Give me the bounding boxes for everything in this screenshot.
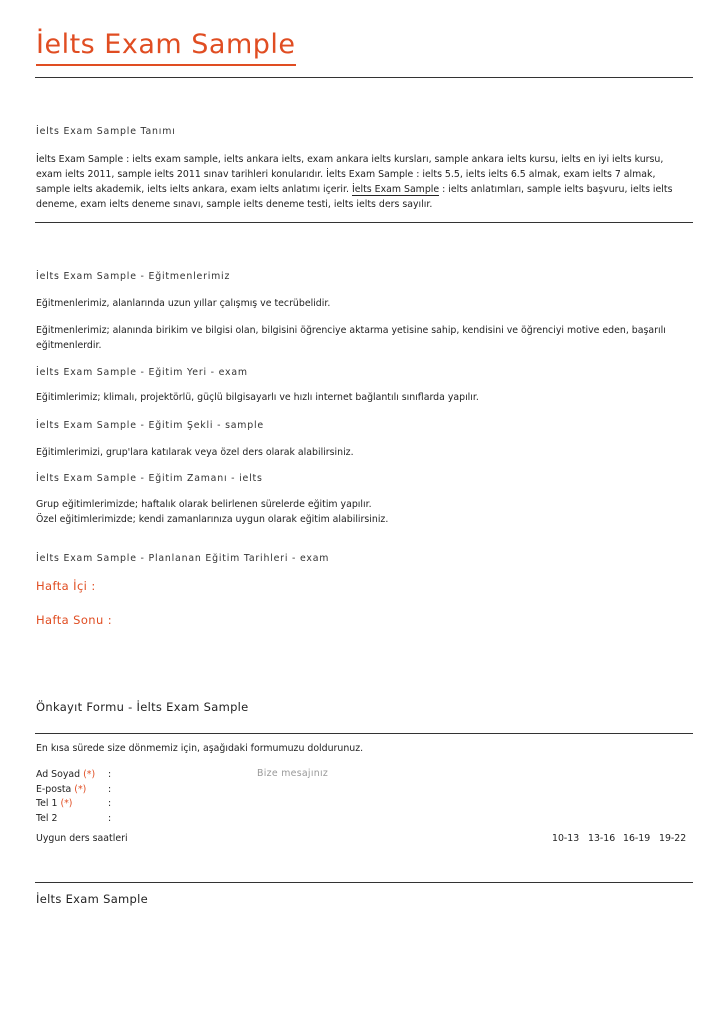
- footer-title: İelts Exam Sample: [36, 892, 149, 906]
- egitmenler-heading: İelts Exam Sample - Eğitmenlerimiz: [36, 271, 231, 282]
- tanimi-text-before: İelts Exam Sample : ielts exam sample, ielts ankara ielts, exam ankara ielts kursları, sample ankara ielts kursu, ielts en iyi ielts kursu, exam ielts 2011, sample ielts 2011 sınav tarihleri konularıdır. İelts Exam Sample : ielts 5.5, ielts ielts 6.5 almak, exam ielts 7 almak, sample ielts akademik, ielts ielts ankara, exam ielts anlatımı içerir.: [36, 154, 664, 195]
- hour-option[interactable]: 19-22: [659, 833, 687, 844]
- hafta-sonu-label: Hafta Sonu :: [36, 613, 112, 627]
- egitmenler-p1: Eğitmenlerimiz, alanlarında uzun yıllar çalışmış ve tecrübelidir.: [36, 298, 331, 309]
- eposta-input[interactable]: :: [108, 784, 112, 795]
- adsoyad-input[interactable]: :: [108, 769, 112, 780]
- hours-label: Uygun ders saatleri: [36, 833, 128, 844]
- hafta-ici-label: Hafta İçi :: [36, 579, 96, 593]
- tanimi-heading: İelts Exam Sample Tanımı: [36, 126, 176, 137]
- form-intro: En kısa sürede size dönmemiz için, aşağıdaki formumuzu doldurunuz.: [36, 743, 364, 754]
- title-divider: [35, 77, 693, 78]
- eposta-label: E-posta (*): [36, 784, 87, 795]
- required-mark: (*): [74, 784, 87, 795]
- required-mark: (*): [60, 798, 73, 809]
- egitmenler-p2: Eğitmenlerimiz; alanında birikim ve bilgisi olan, bilgisini öğrenciye aktarma yetisine sahip, kendisini ve öğrenciyi motive eden, başarılı eğitmenlerdir.: [36, 325, 666, 351]
- page-title: İelts Exam Sample: [36, 28, 296, 66]
- tel2-input[interactable]: :: [108, 813, 112, 824]
- sekli-heading: İelts Exam Sample - Eğitim Şekli - sample: [36, 420, 264, 431]
- sekli-paragraph: Eğitimlerimizi, grup'lara katılarak veya özel ders olarak alabilirsiniz.: [36, 447, 354, 458]
- footer-divider: [35, 882, 693, 883]
- yeri-heading: İelts Exam Sample - Eğitim Yeri - exam: [36, 367, 248, 378]
- hour-option[interactable]: 16-19: [623, 833, 651, 844]
- section-divider: [35, 222, 693, 223]
- zamani-p1: Grup eğitimlerimizde; haftalık olarak belirlenen sürelerde eğitim yapılır.: [36, 499, 372, 510]
- yeri-paragraph: Eğitimlerimiz; klimalı, projektörlü, güçlü bilgisayarlı ve hızlı internet bağlantılı sınıflarda yapılır.: [36, 392, 479, 403]
- tanimi-text-after: : ielts anlatımları, sample ielts başvuru, ielts ielts deneme, exam ielts deneme sınavı, sample ielts deneme testi, ielts ielts ders sayılır.: [36, 184, 673, 210]
- tanimi-paragraph: [36, 152, 688, 212]
- zamani-p2: Özel eğitimlerimizde; kendi zamanlarınıza uygun olarak eğitim alabilirsiniz.: [36, 514, 389, 525]
- required-mark: (*): [83, 769, 96, 780]
- form-title: Önkayıt Formu - İelts Exam Sample: [36, 700, 249, 714]
- planlanan-heading: İelts Exam Sample - Planlanan Eğitim Tarihleri - exam: [36, 553, 330, 564]
- hour-option[interactable]: 10-13: [552, 833, 580, 844]
- tel2-label: Tel 2: [36, 813, 58, 824]
- adsoyad-label: Ad Soyad (*): [36, 769, 96, 780]
- message-textarea[interactable]: Bize mesajınız: [257, 768, 329, 779]
- zamani-heading: İelts Exam Sample - Eğitim Zamanı - ielts: [36, 473, 263, 484]
- tanimi-link[interactable]: İelts Exam Sample: [351, 184, 440, 195]
- hour-option[interactable]: 13-16: [588, 833, 616, 844]
- tel1-label: Tel 1 (*): [36, 798, 73, 809]
- tel1-input[interactable]: :: [108, 798, 112, 809]
- form-divider: [35, 733, 693, 734]
